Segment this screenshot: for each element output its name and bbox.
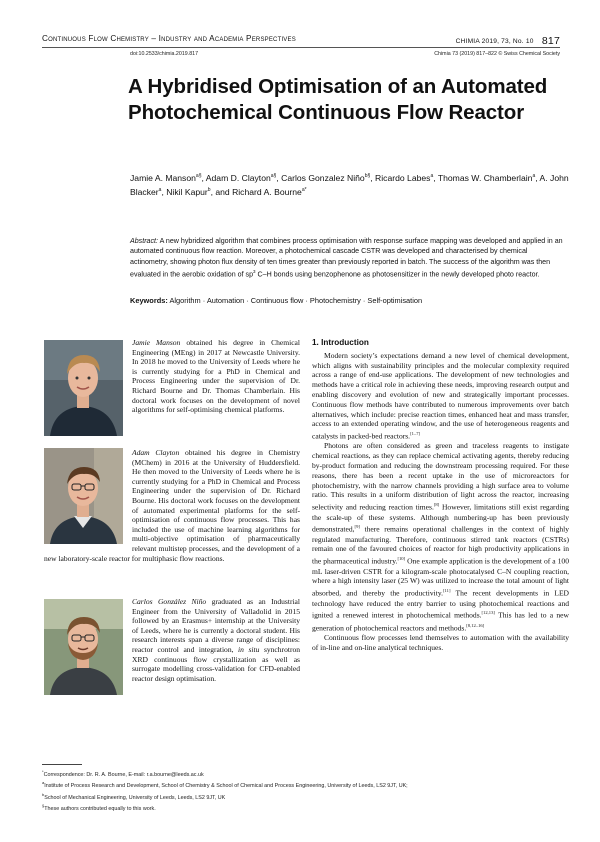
author-photo-clayton (44, 448, 123, 544)
author: Jamie A. Manson (130, 172, 196, 183)
bio-carlos-gonzalez-nino: Carlos González Niño graduated as an Industrial Engineer from the University of Valladolid in 2015 followed by an Erasmus+ internship at the University of Leeds, where he is currently a doctoral student. His research interests span a diverse range of disciplines: reactor control and integration, in situ synchrotron XRD continuous flow crystallization as well as surrogate modelling cross-validation for CFD-enabled reactor design optimisation. (44, 597, 300, 727)
author: Adam D. Clayton (205, 172, 271, 183)
section-title: Continuous Flow Chemistry – Industry and Academia Perspectives (42, 34, 296, 43)
footnote-affiliation-b: $^b$School of Mechanical Engineering, University of Leeds, Leeds, LS2 9JT, UK (42, 791, 226, 801)
doi[interactable]: doi:10.2533/chimia.2019.817 (130, 51, 199, 57)
author-photo-gonzalez-nino (44, 599, 123, 695)
header-rule (42, 47, 560, 48)
paragraph: Modern society’s expectations demand a new level of chemical development, which aligns with sustainability principles and the molecular complexity required across a range of end-use applications. The development of new technologies and methods have a critical role in achieving these needs, improving research output and enabling discovery and evolution of new and strategically important processes. Continuous flow methods have contributed to numerous improvements over batch alternatives, which include: precise reaction times, enhanced heat and mass transfer, access to an extended operating window, and the use of heterogeneous reagents and catalysts in packed-bed reactors.[1–7] (312, 350, 569, 441)
bio-adam-clayton (44, 448, 300, 590)
running-header (42, 34, 560, 46)
paragraph: Continuous flow processes lend themselves to automation with the availability of in-line and on-line analytical techniques. (312, 632, 569, 652)
author: Ricardo Labes (375, 172, 431, 183)
bio-jamie-manson (44, 338, 300, 439)
section-heading: 1. Introduction (312, 338, 369, 347)
journal-info (456, 34, 560, 46)
author-biographies (44, 338, 300, 727)
footnote-equal-contribution: §These authors contributed equally to this work. (42, 803, 156, 812)
abstract: Abstract: A new hybridized algorithm that combines process optimisation with response surface mapping was developed and applied in an automated continuous flow reaction. Moreover, a photochemical cascade CSTR was developed and characterised by chemical actinometry, showing photon flux density of ten times greater than previously reported in batch. The success of the algorithm was then evaluated in the aerobic oxidation of $sp^3$ C–H bonds using benzophenone as photosensitizer in the newly developed photo reactor. (130, 237, 563, 279)
author-list: Jamie A. Manson$^{a\S}$, Adam D. Clayton$^{a\S}$, Carlos Gonzalez Niño$^{b\S}$, Ricardo Labes$^a$, Thomas W. Chamberlain$^a$, A. John Blacker$^a$, Nikil Kapur$^b$, and Richard A. Bourne$^{a*}$ (130, 172, 569, 198)
bio-text: obtained his degree in Chemistry (MChem) in 2016 at the University of Huddersfield. He then moved to the University of Leeds where he is currently studying for a PhD in Chemical and Process Engineering under the supervision of Dr. Richard Bourne. His doctoral work focuses on the development of automated experimental platforms for the self-optimisation of continuous flow processes. This has included the use of machine learning algorithms for multi-objective optimisation of pharmaceutically relevant multistep processes, and the development of a new laboratory-scale reactor for multiphasic flow reactions. (44, 448, 300, 563)
journal-issue: CHIMIA 2019, 73, No. 10 (455, 38, 534, 45)
author: Thomas W. Chamberlain (437, 172, 533, 183)
article-title: A Hybridised Optimisation of an Automated Photochemical Continuous Flow Reactor (128, 75, 548, 124)
bio-name: Jamie Manson (132, 338, 181, 347)
keywords-text: Algorithm · Automation · Continuous flow · Photochemistry · Self-optimisation (169, 296, 423, 305)
footnote-rule (42, 764, 82, 765)
footnote-affiliation-a: $^a$Institute of Process Research and Development, School of Chemistry & School of Chemical and Process Engineering, University of Leeds, LS2 9JT, UK; (42, 780, 408, 790)
footnote-correspondence: *Correspondence: Dr. R. A. Bourne, E-mail: r.a.bourne@leeds.ac.uk (42, 769, 204, 778)
author: and Richard A. Bourne (215, 187, 302, 198)
footnotes (42, 768, 572, 814)
keywords (130, 296, 567, 305)
abstract-label: Abstract: (130, 237, 158, 245)
citation: Chimia 73 (2019) 817–822 © Swiss Chemical Society (434, 51, 560, 57)
paragraph: Photons are often considered as green and traceless reagents to instigate chemical reactions, as they can replace chemical activating agents, thereby reducing by-product formation and reducing the downstream processing required. For these reasons, there has been a recent uptake in the use of microreactors for photochemistry, with the narrow channels providing a high surface area to volume ratio. This results in a uniform distribution of light across the reactor, increasing selectivity and reducing reaction times.[8] However, limitations still exist regarding the scale-up of these systems. Although numbering-up has been previously demonstrated,[9] there remains operational challenges in the context of highly regulated manufacturing. Therefore, continuous stirred tank reactors (CSTRs) remain one of the favoured choices of reactor for high productivity applications in the pharmaceutical industry.[10] One example application is the development of a 100 mL laser-driven CSTR for a kilogram-scale photocatalysed C–N coupling reaction, where a high intensity laser (25 W) was utilized to increase the total amount of light absorbed, and thereby the productivity.[11] The recent developments in LED technology have reduced the entry barrier to using photochemical reactions and ignited a renewed interest in photochemical methods.[12,13] This has led to a new generation of photochemical reactors and methods.[8,12–16] (312, 441, 570, 633)
author: Nikil Kapur (166, 187, 208, 198)
author: Carlos Gonzalez Niño (281, 172, 365, 183)
bio-text: obtained his degree in Chemical Engineering (MEng) in 2017 at Newcastle University. In 2018 he moved to the University of Leeds where he is currently studying for a PhD in Chemical and Process Engineering under the supervision of Dr. Richard Bourne and Dr. Thomas Chamberlain. His doctoral work focuses on the development of novel algorithms for self-optimising chemical platforms. (132, 338, 300, 415)
keywords-label: Keywords: (130, 296, 168, 305)
page-number: 817 (541, 35, 560, 47)
author: A. John Blacker (130, 172, 569, 198)
introduction (312, 338, 569, 653)
author-photo-manson (44, 340, 123, 436)
bio-name: Adam Clayton (132, 448, 180, 457)
bio-name: Carlos González Niño (132, 597, 207, 606)
